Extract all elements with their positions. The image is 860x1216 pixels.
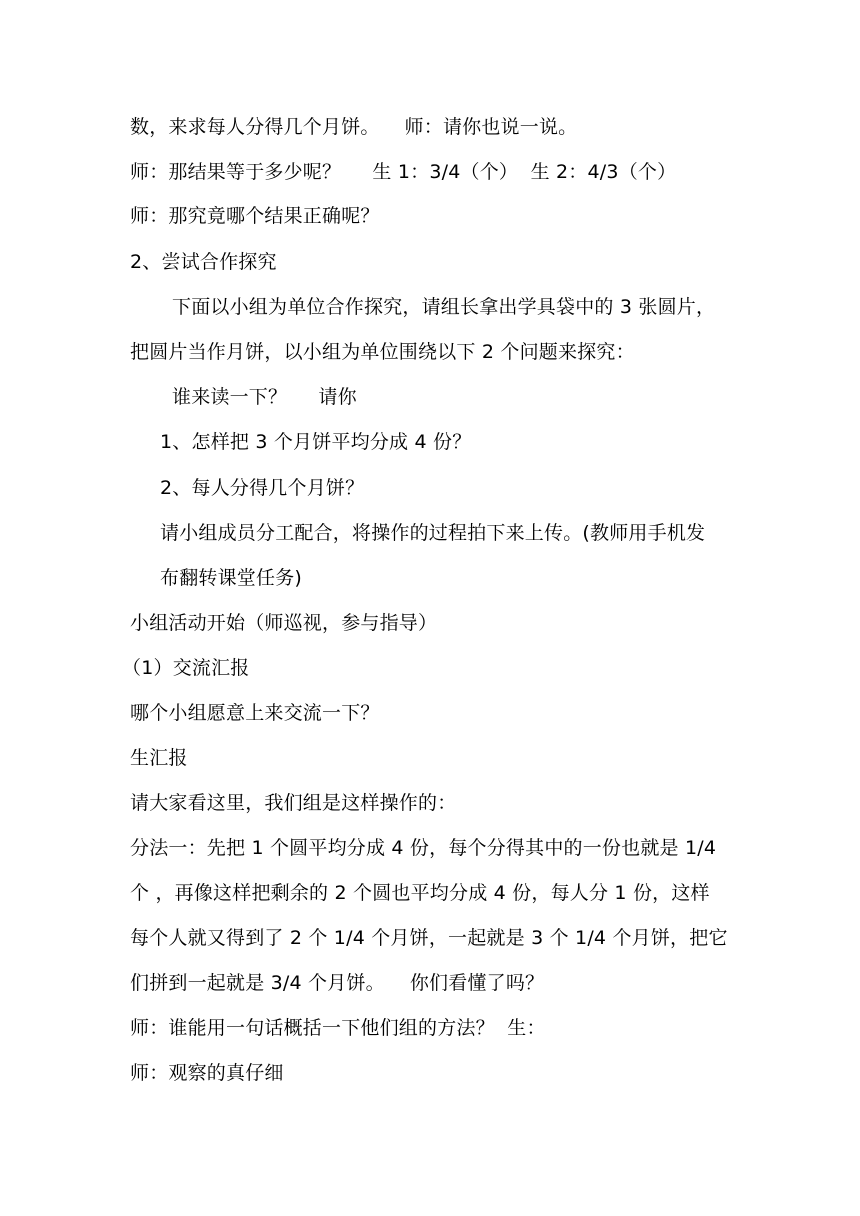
text-line-22: 师：观察的真仔细 xyxy=(130,1062,284,1084)
text-line-17: 分法一：先把 1 个圆平均分成 4 份，每个分得其中的一份也就是 1/4 xyxy=(130,837,717,859)
section-heading: 2、尝试合作探究 xyxy=(130,251,277,273)
text-line-14: 哪个小组愿意上来交流一下？ xyxy=(130,702,380,724)
question-2: 2、每人分得几个月饼？ xyxy=(160,477,365,499)
text-line-12: 小组活动开始（师巡视，参与指导） xyxy=(130,612,438,634)
text-line-15: 生汇报 xyxy=(130,747,188,769)
text-line-5: 下面以小组为单位合作探究，请组长拿出学具袋中的 3 张圆片， xyxy=(172,296,716,318)
text-line-2: 师：那结果等于多少呢？ 生 1：3/4（个） 生 2：4/3（个） xyxy=(130,161,677,183)
text-line-6: 把圆片当作月饼，以小组为单位围绕以下 2 个问题来探究： xyxy=(130,341,635,363)
text-line-18: 个 ，再像这样把剩余的 2 个圆也平均分成 4 份，每人分 1 份，这样 xyxy=(130,882,710,904)
text-line-20: 们拼到一起就是 3/4 个月饼。 你们看懂了吗？ xyxy=(130,972,545,994)
text-line-19: 每个人就又得到了 2 个 1/4 个月饼，一起就是 3 个 1/4 个月饼，把它 xyxy=(130,927,728,949)
text-line-16: 请大家看这里，我们组是这样操作的： xyxy=(130,792,457,814)
text-line-21: 师：谁能用一句话概括一下他们组的方法？ 生： xyxy=(130,1017,546,1039)
text-line-1: 数，来求每人分得几个月饼。 师：请你也说一说。 xyxy=(130,116,578,138)
question-1: 1、怎样把 3 个月饼平均分成 4 份？ xyxy=(160,431,472,453)
text-line-10: 请小组成员分工配合，将操作的过程拍下来上传。(教师用手机发 xyxy=(160,522,706,544)
subheading: （1）交流汇报 xyxy=(122,657,250,679)
text-line-7: 谁来读一下？ 请你 xyxy=(172,386,357,408)
text-line-11: 布翻转课堂任务) xyxy=(160,567,303,589)
text-line-3: 师：那究竟哪个结果正确呢？ xyxy=(130,205,380,227)
